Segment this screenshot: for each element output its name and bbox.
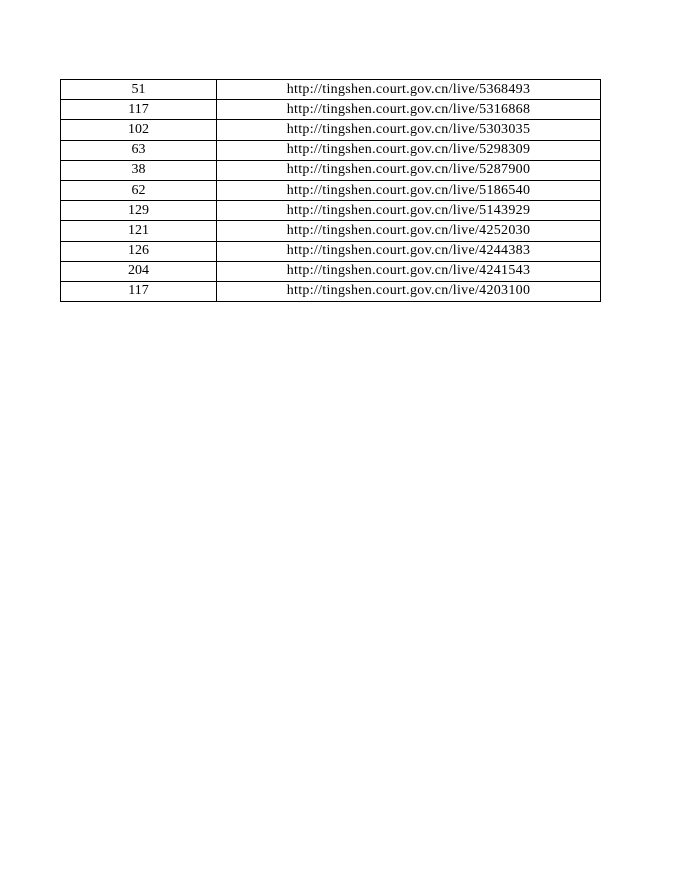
url-cell: http://tingshen.court.gov.cn/live/4241543 — [217, 261, 601, 281]
table-row — [61, 261, 601, 281]
url-cell: http://tingshen.court.gov.cn/live/4203100 — [217, 281, 601, 301]
table-row — [61, 100, 601, 120]
url-cell: http://tingshen.court.gov.cn/live/5368493 — [217, 80, 601, 100]
data-table-body — [61, 80, 601, 302]
count-cell: 129 — [61, 201, 217, 221]
url-cell: http://tingshen.court.gov.cn/live/5143929 — [217, 201, 601, 221]
table-row — [61, 201, 601, 221]
count-cell: 51 — [61, 80, 217, 100]
count-cell: 121 — [61, 221, 217, 241]
table-row — [61, 241, 601, 261]
url-cell: http://tingshen.court.gov.cn/live/5298309 — [217, 140, 601, 160]
count-cell: 62 — [61, 180, 217, 200]
url-cell: http://tingshen.court.gov.cn/live/5316868 — [217, 100, 601, 120]
count-cell: 102 — [61, 120, 217, 140]
count-cell: 63 — [61, 140, 217, 160]
url-cell: http://tingshen.court.gov.cn/live/5186540 — [217, 180, 601, 200]
table-row — [61, 281, 601, 301]
count-cell: 38 — [61, 160, 217, 180]
table-row — [61, 180, 601, 200]
count-cell: 204 — [61, 261, 217, 281]
table-row — [61, 160, 601, 180]
url-cell: http://tingshen.court.gov.cn/live/4252030 — [217, 221, 601, 241]
count-cell: 117 — [61, 100, 217, 120]
table-row — [61, 80, 601, 100]
url-cell: http://tingshen.court.gov.cn/live/4244383 — [217, 241, 601, 261]
url-cell: http://tingshen.court.gov.cn/live/5287900 — [217, 160, 601, 180]
url-cell: http://tingshen.court.gov.cn/live/5303035 — [217, 120, 601, 140]
count-cell: 126 — [61, 241, 217, 261]
count-cell: 117 — [61, 281, 217, 301]
data-table — [60, 79, 601, 302]
table-row — [61, 140, 601, 160]
table-row — [61, 221, 601, 241]
table-row — [61, 120, 601, 140]
